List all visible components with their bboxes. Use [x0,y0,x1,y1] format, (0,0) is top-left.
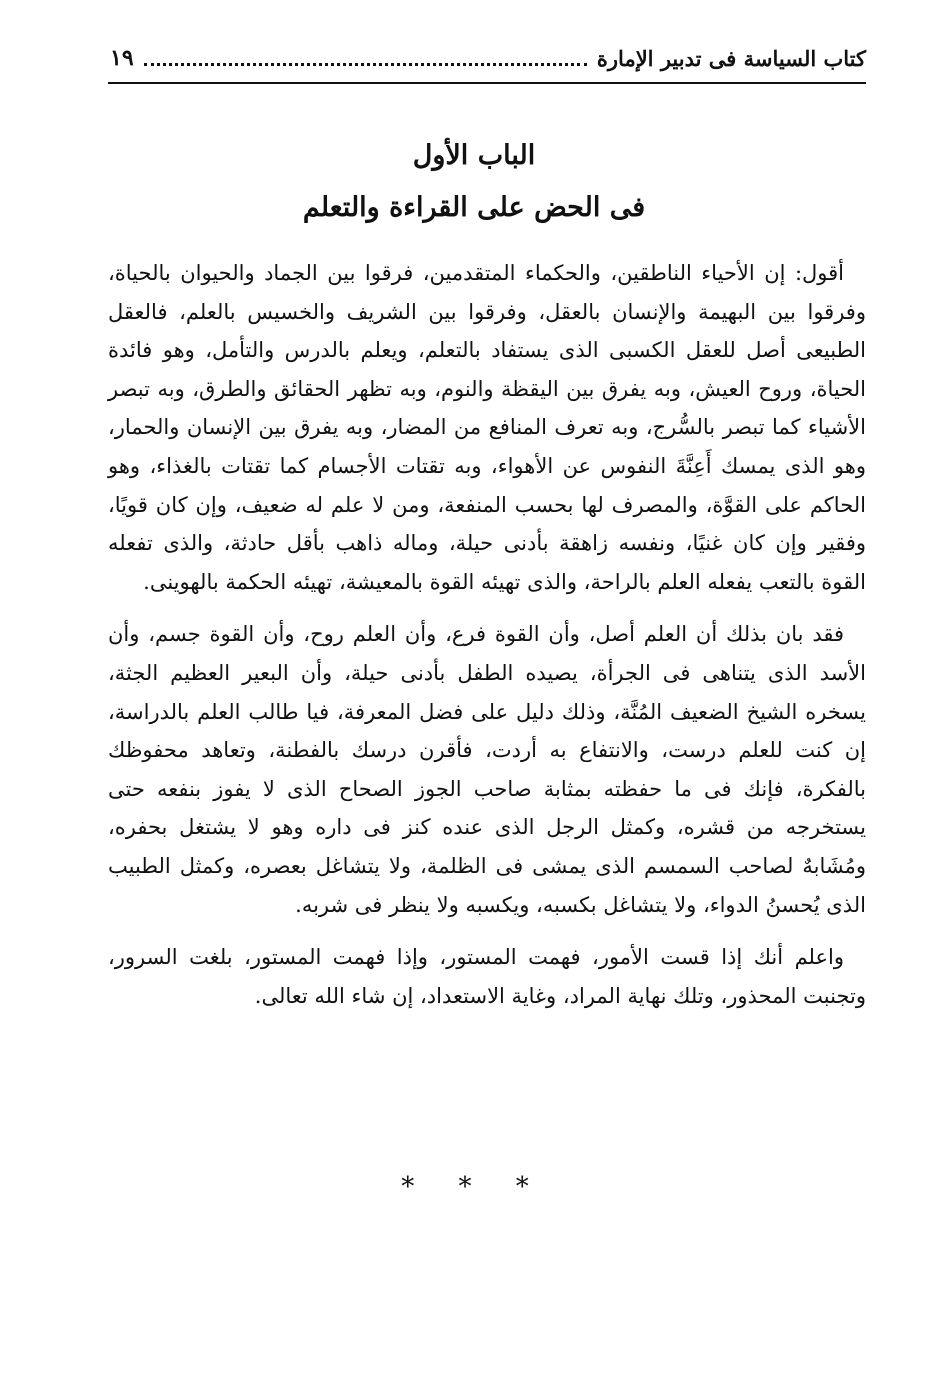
chapter-subheading: فى الحض على القراءة والتعلم [302,192,646,223]
dotted-leader [144,63,587,66]
chapter-heading: الباب الأول [412,140,536,171]
section-separator: * * * [401,1172,547,1202]
paragraph-3: واعلم أنك إذا قست الأمور، فهمت المستور، وإذا فهمت المستور، بلغت السرور، وتجنبت المحذور، وتلك نهاية المراد، وغاية الاستعداد، إن شاء الله تعالى. [108,945,866,1008]
paragraph-2: فقد بان بذلك أن العلم أصل، وأن القوة فرع، وأن العلم روح، وأن القوة جسم، وأن الأسد الذى يتناهى فى الجرأة، يصيده الطفل بأدنى حيلة، وأن البعير العظيم الجثة، يسخره الشيخ الضعيف المُنَّة، وذلك دليل على فضل المعرفة، فيا طالب العلم بالدراسة، إن كنت للعلم درست، والانتفاع به أردت، فأقرن درسك بالفطنة، وتعاهد محفوظك بالفكرة، فإنك فى ما حفظته بمثابة صاحب الجوز الصحاح الذى لا يفوز بنفعه حتى يستخرجه من قشره، وكمثل الرجل الذى عنده كنز فى داره وهو لا يشتغل بحفره، ومُشَابهٌ لصاحب السمسم الذى يمشى فى الظلمة، ولا يتشاغل بعصره، وكمثل الطبيب الذى يُحسنُ الدواء، ولا يتشاغل بكسبه، ويكسبه ولا ينظر فى شربه. [108,622,866,917]
running-header [110,38,866,78]
header-rule [108,82,866,84]
running-title: كتاب السياسة فى تدبير الإمارة [596,45,866,71]
page-number: ١٩ [110,45,134,71]
body-text [108,254,866,1029]
paragraph-1: أقول: إن الأحياء الناطقين، والحكماء المتقدمين، فرقوا بين الجماد والحيوان بالحياة، وفرقوا بين البهيمة والإنسان بالعقل، وفرقوا بين الشريف والخسيس بالعلم، فالعقل الطبيعى أصل للعقل الكسبى الذى يستفاد بالتعلم، ويعلم بالدرس والتأمل، وهو فائدة الحياة، وروح العيش، وبه يفرق بين اليقظة والنوم، وبه تظهر الحقائق والطرق، وبه تبصر الأشياء كما تبصر بالسُّرج، وبه تعرف المنافع من المضار، وبه يفرق بين الإنسان والحمار، وهو الذى يمسك أَعِنَّةَ النفوس عن الأهواء، وبه تقتات الأجسام كما تقتات بالغذاء، وهو الحاكم على القوَّة، والمصرف لها بحسب المنفعة، ومن لا علم له ضعيف، وإن كان قويًا، وفقير وإن كان غنيًا، ونفسه زاهقة بأدنى حيلة، وماله ذاهب بأقل حادثة، والذى تفعله القوة بالتعب يفعله العلم بالراحة، والذى تهيئه القوة بالمعيشة، تهيئه الحكمة بالهوينى. [108,261,866,594]
